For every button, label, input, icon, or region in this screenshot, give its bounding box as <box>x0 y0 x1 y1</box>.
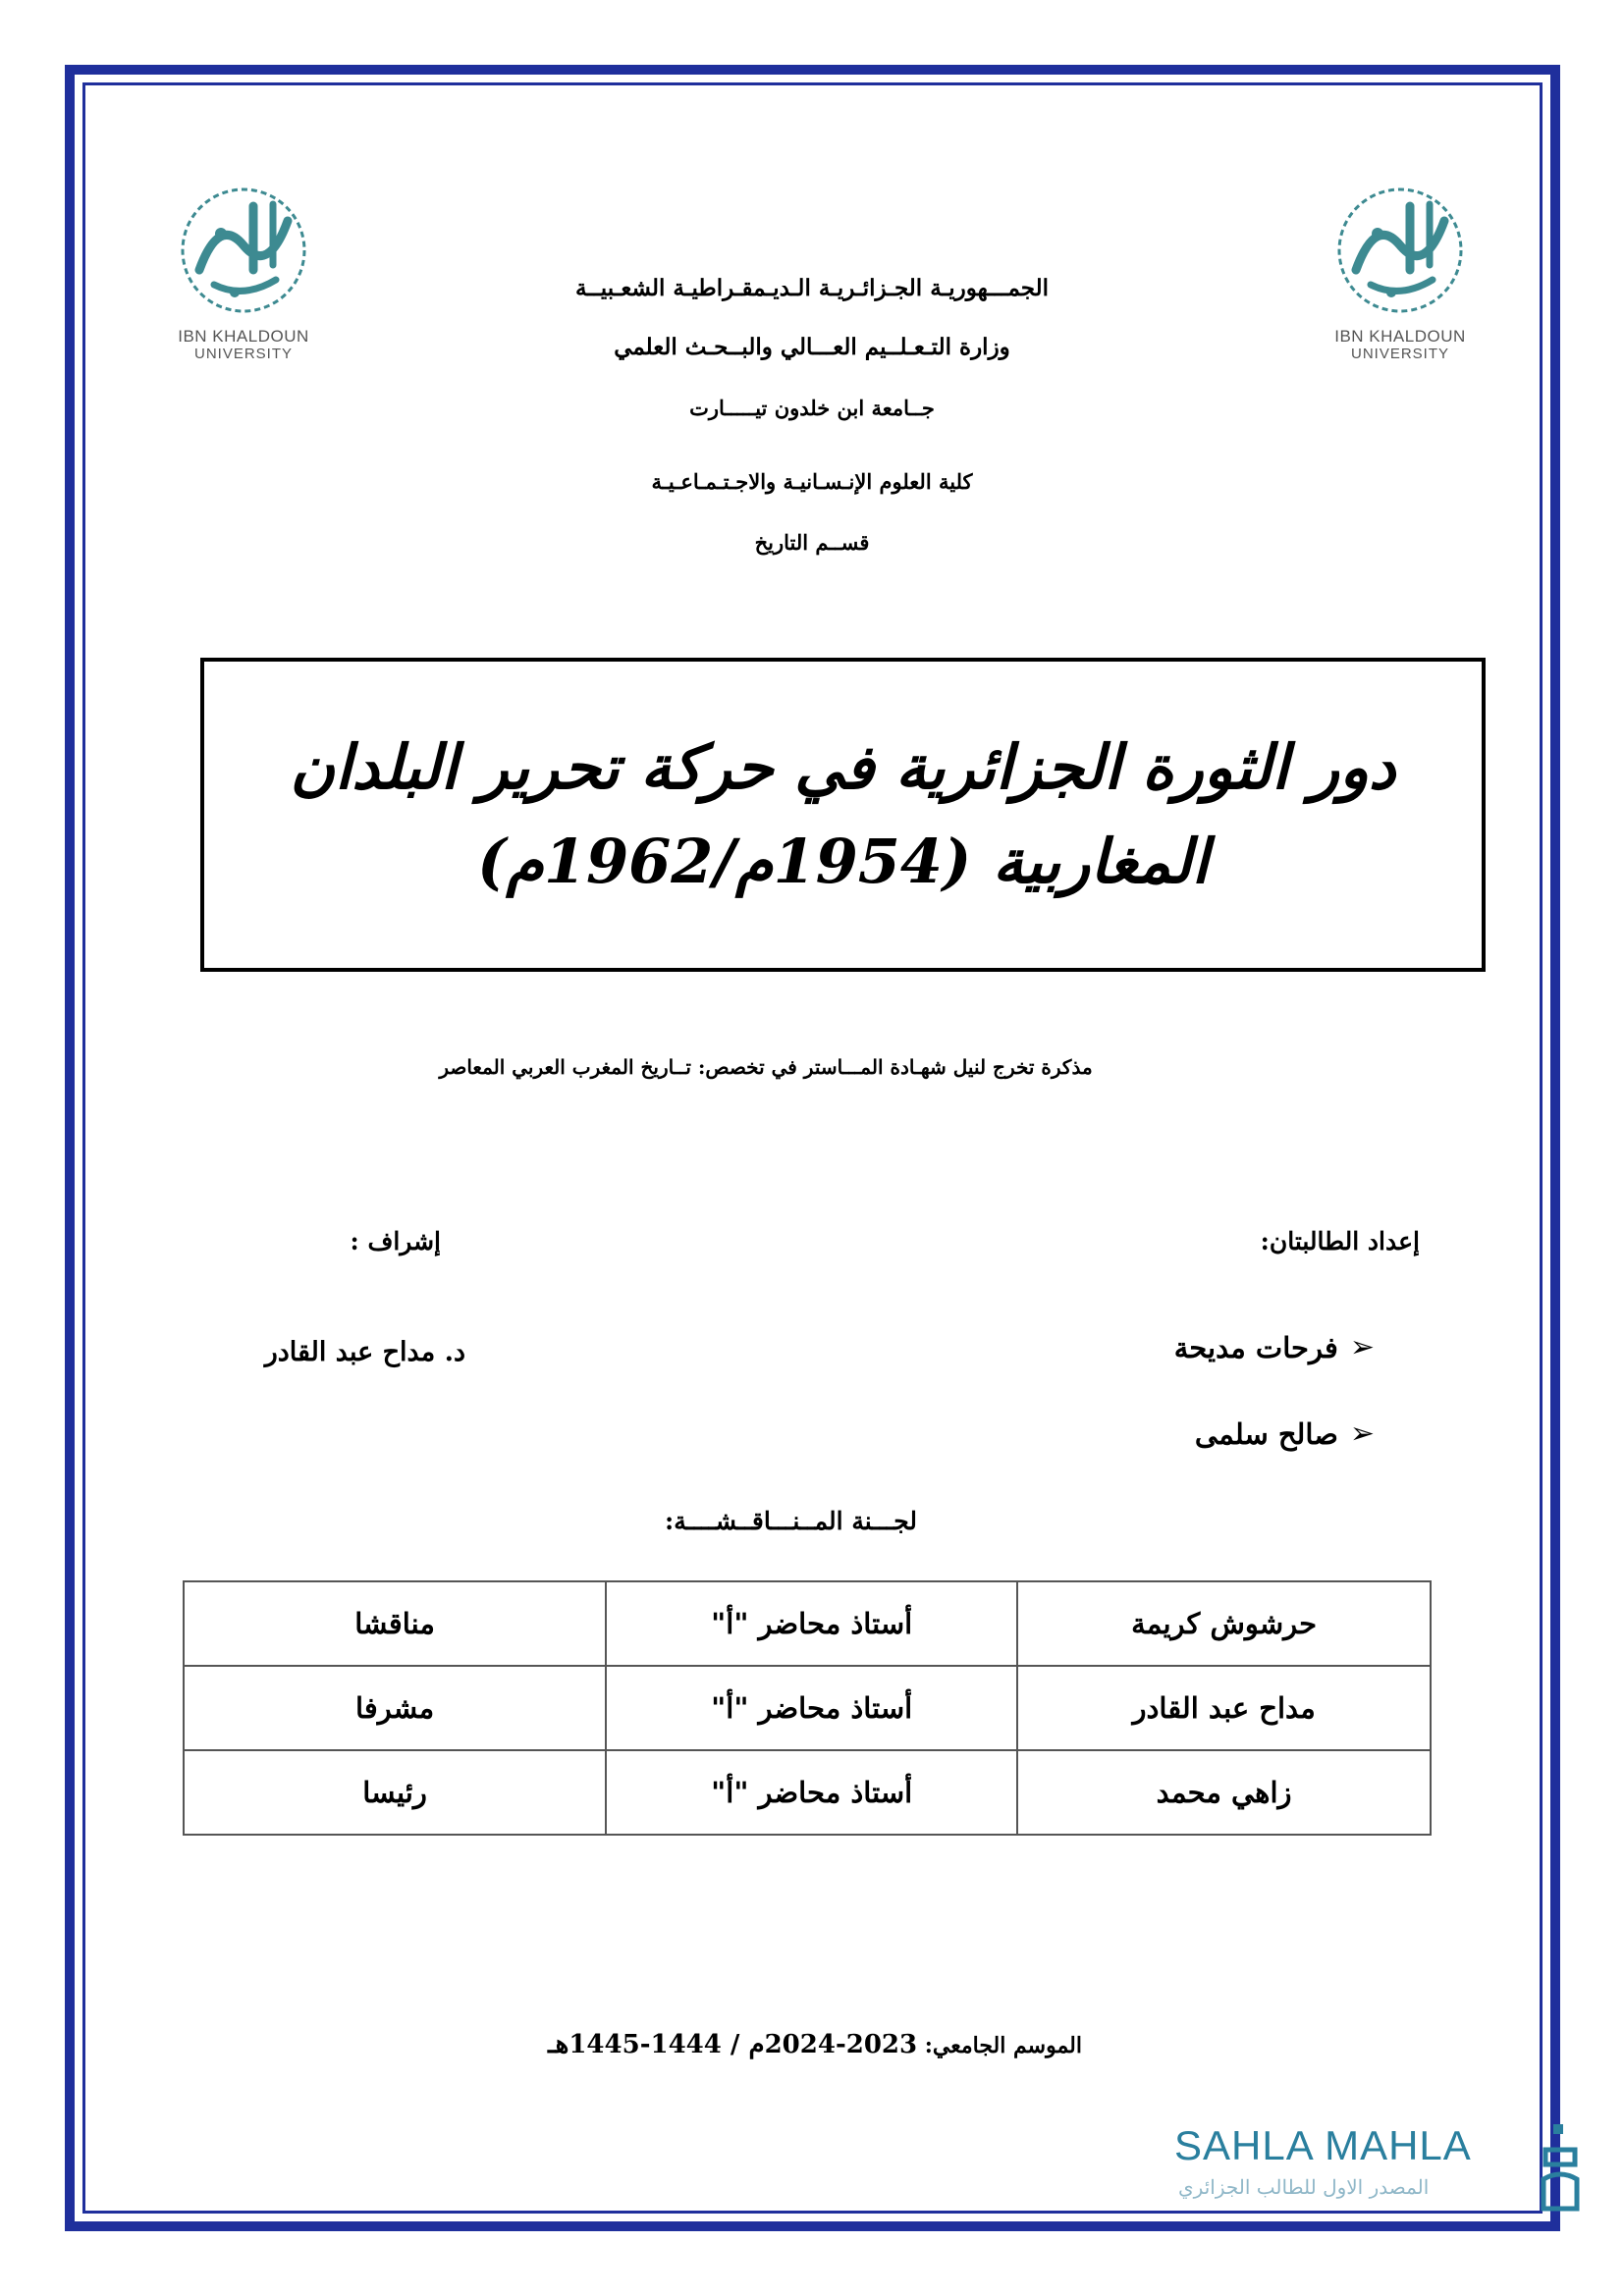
table-row <box>184 1750 1431 1835</box>
member-name: مداح عبد القادر <box>1017 1666 1431 1750</box>
header-faculty: كلية العلوم الإنـسـانيـة والاجـتـمـاعـيـة <box>651 469 973 494</box>
committee-table <box>183 1580 1432 1836</box>
logo-english-university: UNIVERSITY <box>1350 345 1449 362</box>
header-department: قســم التاريخ <box>754 530 870 555</box>
ibn-khaldoun-logo-icon <box>1317 177 1484 324</box>
watermark-logo-icon <box>1536 2120 1585 2218</box>
logo-english-university: UNIVERSITY <box>193 345 293 362</box>
member-role: مشرفا <box>184 1666 606 1750</box>
thesis-title-box <box>200 658 1486 972</box>
member-name: حرشوش كريمة <box>1017 1581 1431 1666</box>
table-row <box>184 1581 1431 1666</box>
arrow-bullet-icon: ➢ <box>1349 1416 1375 1451</box>
thesis-title-line2: المغاربية (1954م/1962م) <box>477 826 1209 897</box>
member-name: زاهي محمد <box>1017 1750 1431 1835</box>
thesis-subtitle: مذكرة تخرج لنيل شهـادة المـــاستر في تخصص: تــاريخ المغرب العربي المعاصر <box>439 1055 1093 1079</box>
sahla-mahla-watermark <box>1174 2120 1587 2228</box>
student-name: فرحات مديحة <box>1173 1330 1338 1364</box>
watermark-brand: SAHLA MAHLA <box>1174 2122 1472 2168</box>
season-value: 2023-2024م / 1444-1445هـ <box>547 2030 918 2059</box>
member-rank: أستاذ محاضر "أ" <box>606 1666 1017 1750</box>
academic-season <box>393 2030 1237 2059</box>
watermark-tagline: المصدر الاول للطالب الجزائري <box>1178 2175 1430 2199</box>
arrow-bullet-icon: ➢ <box>1349 1330 1375 1364</box>
member-role: رئيسا <box>184 1750 606 1835</box>
student-item <box>1174 1330 1375 1364</box>
season-label: الموسم الجامعي: <box>924 2033 1082 2058</box>
header-republic: الجمـــهوريـة الجـزائـريـة الـديـمقـراطيـة الشعـبيــة <box>574 275 1050 301</box>
header-ministry: وزارة التـعـلــيم العـــالي والبــحـث العلمي <box>614 334 1010 360</box>
logo-english-name: IBN KHALDOUN <box>178 327 309 346</box>
supervisor-name: د. مداح عبد القادر <box>264 1337 465 1367</box>
thesis-title-line1: دور الثورة الجزائرية في حركة تحرير البلدان <box>290 730 1396 803</box>
committee-label: لجـــنة المــنـــاقــشــــة: <box>664 1507 917 1535</box>
logo-english-name: IBN KHALDOUN <box>1334 327 1466 346</box>
member-role: مناقشا <box>184 1581 606 1666</box>
member-rank: أستاذ محاضر "أ" <box>606 1581 1017 1666</box>
students-label: إعداد الطالبتان: <box>1260 1227 1420 1255</box>
student-item <box>1195 1416 1375 1451</box>
supervision-label: إشراف : <box>350 1227 441 1255</box>
student-name: صالح سلمى <box>1194 1416 1338 1451</box>
university-logo-left <box>145 177 342 373</box>
table-row <box>184 1666 1431 1750</box>
member-rank: أستاذ محاضر "أ" <box>606 1750 1017 1835</box>
header-university: جــامعة ابن خلدون تيـــــارت <box>689 396 935 420</box>
ibn-khaldoun-logo-icon <box>160 177 327 324</box>
university-logo-right <box>1302 177 1498 373</box>
